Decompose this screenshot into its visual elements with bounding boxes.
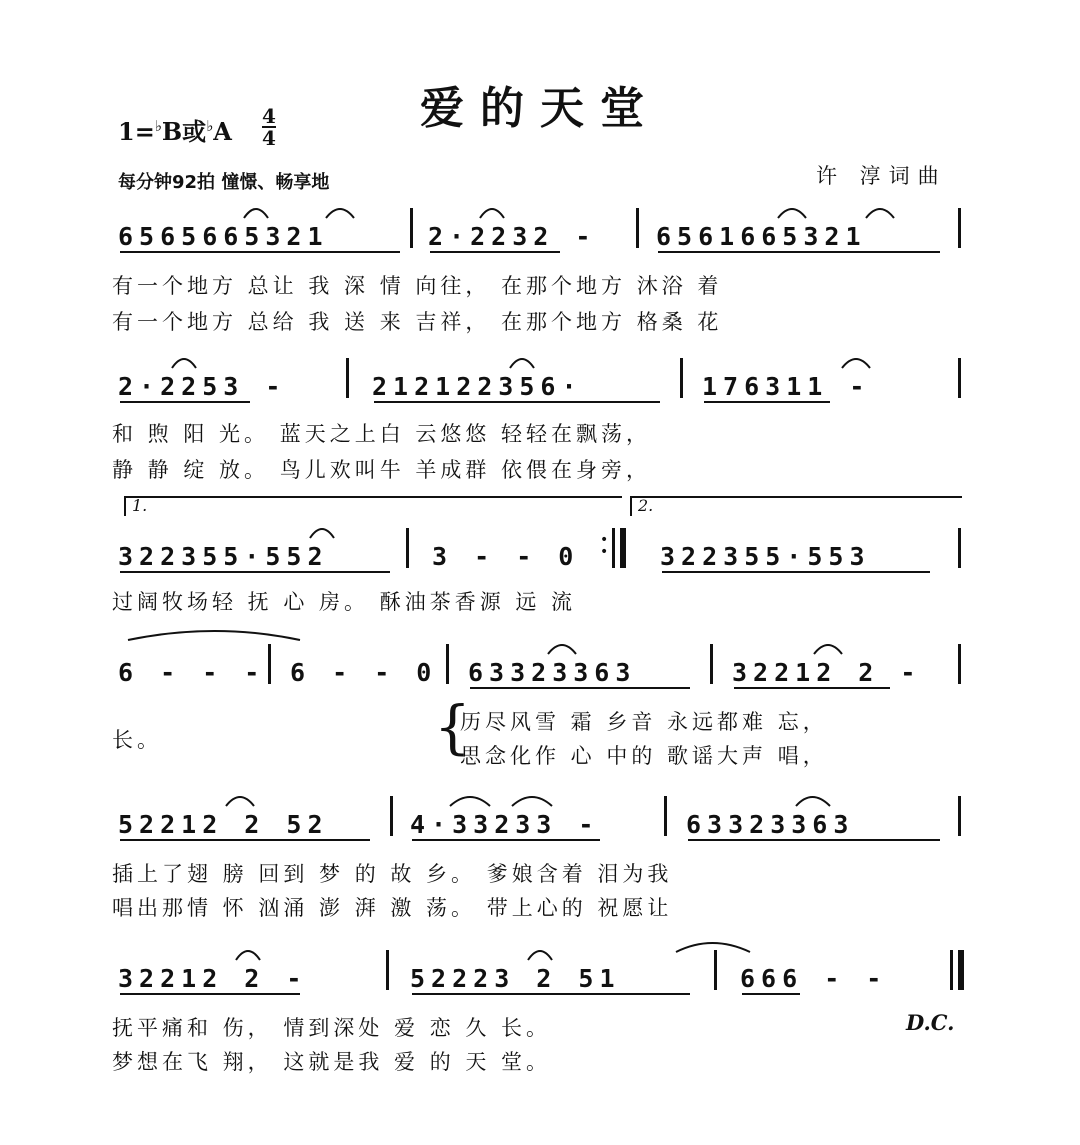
notes-row6-m3: 666 - - [740,964,888,993]
notes-row4-m4: 32212 2 - [732,658,922,687]
volta-label-1: 1. [132,496,148,515]
notes-row6-m2: 52223 2 51 [410,964,621,993]
notes-row5-m1: 52212 2 52 [118,810,329,839]
da-capo-marking: D.C. [906,1010,955,1035]
notes-row1-m2: 2·2232 - [428,222,597,251]
lyric-row5-verse1: 插上了翅 膀 回到 梦 的 故 乡。 爹娘含着 泪为我 [112,862,673,886]
verse-brace-icon: { [434,693,471,761]
lyric-row1-verse1: 有一个地方 总让 我 深 情 向往， 在那个地方 沐浴 着 [112,274,723,298]
lyric-row4-left: 长。 [112,728,162,752]
notes-row4-m1: 6 - - - [118,658,266,687]
notes-row5-m3: 63323363 [686,810,855,839]
lyric-row4-verse1: 历尽风雪 霜 乡音 永远都难 忘， [460,710,828,734]
lyric-row2-verse1: 和 煦 阳 光。 蓝天之上白 云悠悠 轻轻在飘荡， [112,422,652,446]
key-name-1: B或 [161,117,207,146]
volta-label-2: 2. [638,496,654,515]
flat-icon: ♭ [154,117,162,135]
lyric-row2-verse2: 静 静 绽 放。 鸟儿欢叫牛 羊成群 依偎在身旁， [112,458,652,482]
notes-row2-m1: 2·2253 - [118,372,287,401]
notes-row2-m2: 212122356· [372,372,583,401]
tempo-marking: 每分钟92拍 憧憬、畅享地 [118,172,330,193]
time-numerator: 4 [262,104,276,128]
lyric-row6-verse2: 梦想在飞 翔， 这就是我 爱 的 天 堂。 [112,1050,552,1074]
key-prefix: 1= [118,117,155,146]
time-denominator: 4 [262,126,276,150]
notes-row1-m1: 6565665321 [118,222,329,251]
notes-row5-m2: 4·33233 - [410,810,600,839]
notes-row3-m3: 322355·553 [660,542,871,571]
flat-icon: ♭ [206,117,214,135]
repeat-dots-icon: • • [600,532,609,560]
lyric-row3: 过阔牧场轻 抚 心 房。 酥油茶香源 远 流 [112,590,577,614]
notes-row6-m1: 32212 2 - [118,964,308,993]
notes-row3-m2: 3 - - 0 [432,542,580,571]
lyric-row5-verse2: 唱出那情 怀 汹涌 澎 湃 激 荡。 带上心的 祝愿让 [112,896,673,920]
notes-row3-m1: 322355·552 [118,542,329,571]
notes-row4-m3: 63323363 [468,658,637,687]
notes-row1-m3: 6561665321 [656,222,867,251]
key-name-2: A [213,117,232,146]
song-title: 爱的天堂 [420,83,660,134]
notes-row4-m2: 6 - - 0 [290,658,438,687]
lyric-row4-verse2: 思念化作 心 中的 歌谣大声 唱， [460,744,828,768]
notes-row2-m3: 176311 - [702,372,871,401]
author-credit: 许 淳词曲 [816,164,947,188]
lyric-row1-verse2: 有一个地方 总给 我 送 来 吉祥， 在那个地方 格桑 花 [112,310,723,334]
lyric-row6-verse1: 抚平痛和 伤， 情到深处 爱 恋 久 长。 [112,1016,552,1040]
